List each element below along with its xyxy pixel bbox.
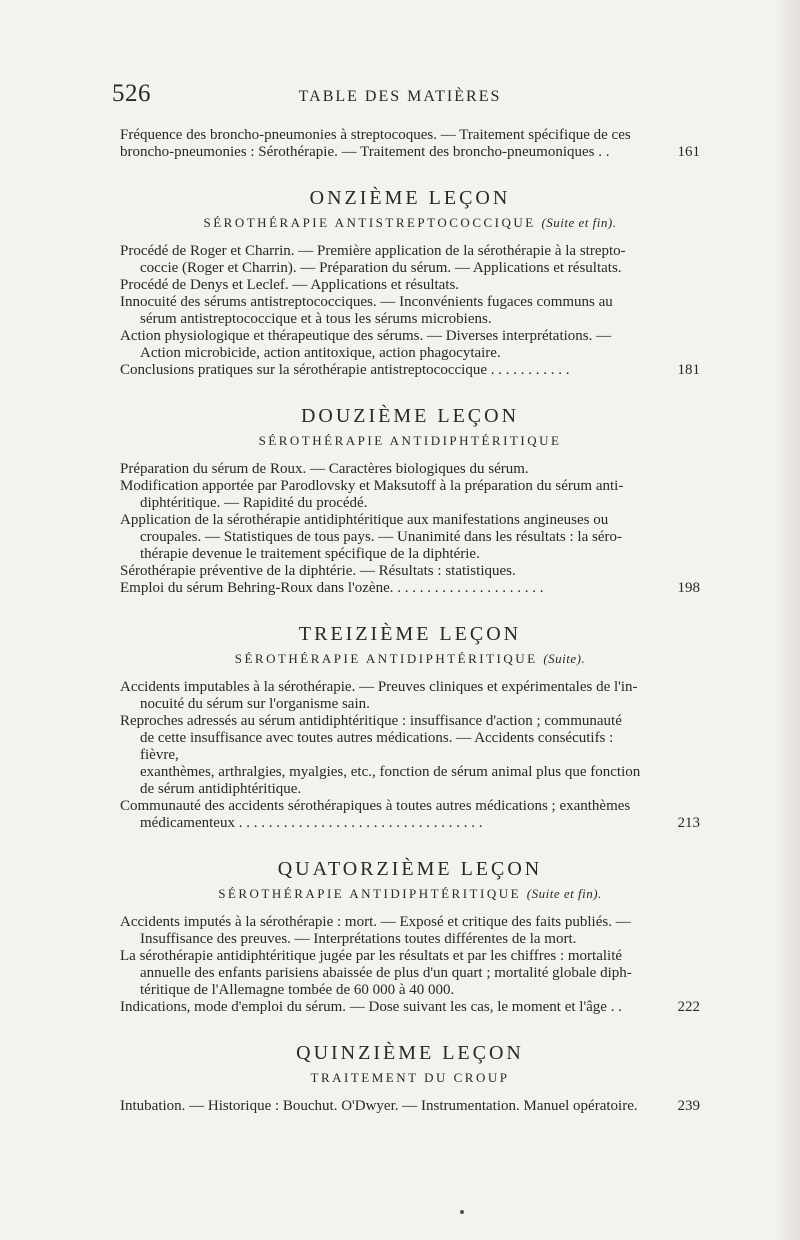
page-header — [0, 80, 800, 110]
entry-line: Reproches adressés au sérum antidiphtéritique : insuffisance d'action ; communauté — [120, 713, 622, 729]
entry-line: médicamenteux . . . . . . . . . . . . . . . . . . . . . . . . . . . . . . . . . — [140, 815, 483, 831]
toc-entry-13 — [120, 679, 700, 832]
entry-page: 161 — [677, 144, 700, 160]
lecon-subject-14 — [120, 886, 700, 902]
entry-line: nocuité du sérum sur l'organisme sain. — [140, 696, 370, 712]
entry-page: 181 — [677, 362, 700, 378]
page-number: 526 — [112, 80, 151, 107]
subject-text: SÉROTHÉRAPIE ANTISTREPTOCOCCIQUE — [203, 215, 536, 230]
entry-line: thérapie devenue le traitement spécifique de la diphtérie. — [140, 546, 480, 562]
entry-line: broncho-pneumonies : Sérothérapie. — Traitement des broncho-pneumoniques . . — [120, 144, 610, 160]
toc-entry-14 — [120, 914, 700, 1016]
entry-page: 198 — [677, 580, 700, 596]
entry-line: Communauté des accidents sérothérapiques à toutes autres médications ; exanthèmes — [120, 798, 631, 814]
entry-page: 222 — [677, 999, 700, 1015]
entry-line: Accidents imputés à la sérothérapie : mort. — Exposé et critique des faits publiés. — — [120, 914, 631, 930]
entry-line: Procédé de Roger et Charrin. — Première application de la sérothérapie à la strepto- — [120, 243, 626, 259]
toc-entry-15 — [120, 1098, 700, 1115]
lecon-title-14: QUATORZIÈME LEÇON — [277, 858, 543, 880]
subject-text: TRAITEMENT DU CROUP — [310, 1070, 510, 1085]
entry-line: Procédé de Denys et Leclef. — Applications et résultats. — [120, 277, 460, 293]
lecon-title-11: ONZIÈME LEÇON — [309, 187, 511, 209]
entry-line: sérum antistreptococcique et à tous les sérums microbiens. — [140, 311, 492, 327]
entry-line: Action microbicide, action antitoxique, action phagocytaire. — [140, 345, 501, 361]
subject-suffix: (Suite et fin). — [526, 886, 602, 901]
toc-entry-11 — [120, 243, 700, 379]
lecon-subject-13 — [120, 651, 700, 667]
entry-line: Fréquence des broncho-pneumonies à streptocoques. — Traitement spécifique de ces — [120, 127, 631, 143]
entry-line: Emploi du sérum Behring-Roux dans l'ozène. . . . . . . . . . . . . . . . . . . . . — [120, 580, 544, 596]
toc-entry-12 — [120, 461, 700, 597]
toc-content — [120, 127, 700, 1115]
subject-text: SÉROTHÉRAPIE ANTIDIPHTÉRITIQUE — [234, 651, 538, 666]
entry-line: Modification apportée par Parodlovsky et Maksutoff à la préparation du sérum anti- — [120, 478, 624, 494]
entry-line: Préparation du sérum de Roux. — Caractères biologiques du sérum. — [120, 461, 529, 477]
entry-page: 239 — [677, 1098, 700, 1114]
paper-speck — [460, 1210, 464, 1214]
lecon-title-13: TREIZIÈME LEÇON — [298, 623, 522, 645]
subject-text: SÉROTHÉRAPIE ANTIDIPHTÉRITIQUE — [218, 886, 522, 901]
entry-line: diphtéritique. — Rapidité du procédé. — [140, 495, 368, 511]
entry-line: coccie (Roger et Charrin). — Préparation du sérum. — Applications et résultats. — [140, 260, 622, 276]
subject-suffix: (Suite). — [543, 651, 586, 666]
entry-line: exanthèmes, arthralgies, myalgies, etc., fonction de sérum animal plus que fonction — [140, 764, 641, 780]
entry-line: Sérothérapie préventive de la diphtérie. — Résultats : statistiques. — [120, 563, 516, 579]
entry-line: Application de la sérothérapie antidiphtéritique aux manifestations angineuses ou — [120, 512, 609, 528]
entry-line: Insuffisance des preuves. — Interprétations toutes différentes de la mort. — [140, 931, 577, 947]
lecon-subject-11 — [120, 215, 700, 231]
entry-line: annuelle des enfants parisiens abaissée de plus d'un quart ; mortalité globale diph- — [140, 965, 632, 981]
lecon-title-12: DOUZIÈME LEÇON — [300, 405, 520, 427]
entry-line: La sérothérapie antidiphtéritique jugée par les résultats et par les chiffres : mortalité — [120, 948, 623, 964]
entry-line: Intubation. — Historique : Bouchut. O'Dwyer. — Instrumentation. Manuel opératoire. — [120, 1098, 638, 1114]
entry-line: téritique de l'Allemagne tombée de 60 000 à 40 000. — [140, 982, 455, 998]
entry-line: Innocuité des sérums antistreptococciques. — Inconvénients fugaces communs au — [120, 294, 613, 310]
subject-suffix: (Suite et fin). — [541, 215, 617, 230]
entry-line: Accidents imputables à la sérothérapie. — Preuves cliniques et expérimentales de l'in- — [120, 679, 638, 695]
lecon-subject-15 — [120, 1070, 700, 1086]
subject-text: SÉROTHÉRAPIE ANTIDIPHTÉRITIQUE — [258, 433, 562, 448]
lecon-subject-12 — [120, 433, 700, 449]
entry-line: de sérum antidiphtéritique. — [140, 781, 302, 797]
lecon-title-15: QUINZIÈME LEÇON — [296, 1042, 524, 1064]
entry-line: croupales. — Statistiques de tous pays. — Unanimité dans les résultats : la séro- — [140, 529, 622, 545]
running-title: TABLE DES MATIÈRES — [298, 88, 502, 105]
entry-line: Action physiologique et thérapeutique des sérums. — Diverses interprétations. — — [120, 328, 612, 344]
entry-page: 213 — [677, 815, 700, 831]
page-edge-shadow — [774, 0, 800, 1240]
entry-line: Indications, mode d'emploi du sérum. — Dose suivant les cas, le moment et l'âge . . — [120, 999, 622, 1015]
entry-line: Conclusions pratiques sur la sérothérapie antistreptococcique . . . . . . . . . . . — [120, 362, 570, 378]
entry-line: de cette insuffisance avec toutes autres médications. — Accidents consécutifs : fièvre, — [140, 730, 614, 763]
toc-entry-intro — [120, 127, 700, 161]
